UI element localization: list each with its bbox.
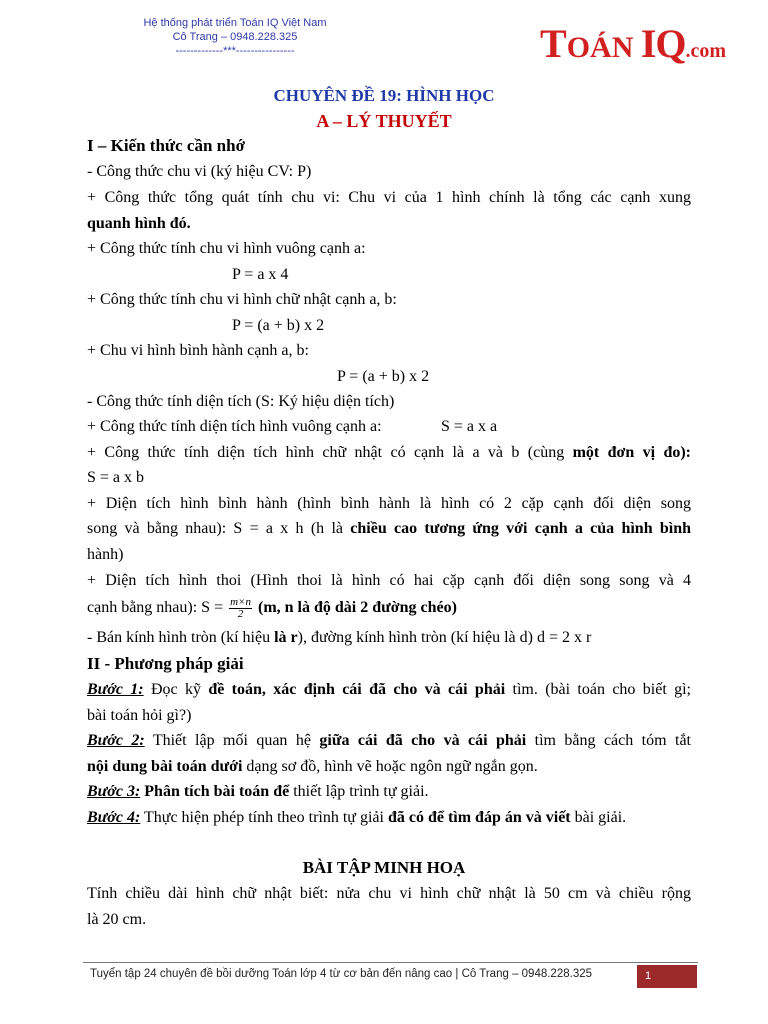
text-segment: - Bán kính hình tròn (kí hiệu [87, 629, 275, 646]
text-line [87, 443, 691, 463]
header-line-3: -------------***---------------- [175, 45, 295, 57]
text-line: + Công thức tính chu vi hình vuông cạnh a: [87, 240, 366, 257]
step-2-line [87, 731, 691, 751]
text-segment: Thực hiện phép tính theo trình tự giải [140, 809, 388, 826]
text-segment-bold: giữa cái đã cho và cái phải [319, 732, 527, 749]
text-segment-bold: (m, n là độ dài 2 đường chéo) [253, 599, 457, 617]
step-2-label: Bước 2: [87, 732, 145, 749]
text-line: là 20 cm. [87, 911, 147, 928]
text-line: hành) [87, 546, 124, 563]
formula: P = a x 4 [232, 266, 289, 283]
logo-part-2: OÁN [566, 31, 641, 64]
text-line: quanh hình đó. [87, 215, 191, 232]
step-4-label: Bước 4: [87, 809, 141, 826]
example-heading: BÀI TẬP MINH HOẠ [302, 858, 466, 877]
text-segment: dạng sơ đồ, hình vẽ hoặc ngôn ngữ ngắn gọn. [242, 758, 538, 775]
text-segment: tìm bằng cách tóm tắt [526, 732, 691, 749]
step-3-line [87, 782, 691, 802]
header-info [120, 16, 350, 58]
text-segment: Thiết lập mối quan hệ [144, 732, 320, 749]
formula: P = (a + b) x 2 [232, 317, 325, 334]
fraction-numerator: m×n [230, 596, 251, 608]
logo-part-4: .com [685, 40, 727, 62]
text-segment: Đọc kỹ [143, 681, 209, 698]
page-subtitle: A – LÝ THUYẾT [316, 111, 452, 131]
fraction-denominator: 2 [237, 608, 244, 620]
header-line-2: Cô Trang – 0948.228.325 [172, 31, 298, 43]
page-title: CHUYÊN ĐỀ 19: HÌNH HỌC [273, 86, 495, 105]
step-1-label: Bước 1: [87, 681, 144, 698]
text-line: + Diện tích hình bình hành (hình bình hành là hình có 2 cặp cạnh đối diện song [87, 495, 691, 512]
rhombus-formula-line [87, 597, 691, 620]
text-segment: song và bằng nhau): S = a x h (h là [87, 520, 351, 537]
logo-part-3: IQ [640, 21, 686, 66]
footer-divider [83, 962, 698, 963]
text-line: + Diện tích hình thoi (Hình thoi là hình có hai cặp cạnh đối diện song song và 4 [87, 572, 691, 589]
formula: S = a x a [441, 418, 498, 435]
text-segment: ), đường kính hình tròn (kí hiệu là d) d = 2 x r [297, 629, 592, 646]
text-line: + Chu vi hình bình hành cạnh a, b: [87, 342, 309, 359]
text-segment: + Công thức tính diện tích hình chữ nhật có cạnh là a và b (cùng [87, 444, 573, 461]
text-segment: bài giải. [570, 809, 627, 826]
header-line-1: Hệ thống phát triển Toán IQ Việt Nam [143, 17, 327, 29]
text-line [87, 628, 691, 648]
text-segment: cạnh bằng nhau): S = [87, 599, 228, 617]
text-line: - Công thức tính diện tích (S: Ký hiệu diện tích) [87, 393, 395, 410]
text-line: bài toán hỏi gì?) [87, 707, 192, 724]
section-1-heading: I – Kiến thức cần nhớ [87, 136, 245, 155]
text-segment-bold: đã có để tìm đáp án và viết [387, 809, 571, 826]
logo-part-1: T [540, 21, 567, 66]
text-line: - Công thức chu vi (ký hiệu CV: P) [87, 163, 312, 180]
text-segment-bold: đề toán, xác định cái đã cho và cái phải [208, 681, 506, 698]
text-line: + Công thức tổng quát tính chu vi: Chu vi của 1 hình chính là tổng các cạnh xung [87, 189, 691, 206]
toaniq-logo [540, 20, 726, 67]
step-1-line [87, 680, 691, 700]
text-line [87, 519, 691, 539]
text-segment-bold: Phân tích bài toán để [140, 783, 290, 800]
text-segment: + Công thức tính diện tích hình vuông cạnh a: [87, 418, 382, 435]
text-line: + Công thức tính chu vi hình chữ nhật cạnh a, b: [87, 291, 397, 308]
step-4-line [87, 808, 691, 828]
text-line [87, 757, 691, 777]
text-segment: tìm. (bài toán cho biết gì; [505, 681, 692, 698]
text-segment-bold: là r [274, 629, 298, 646]
formula: P = (a + b) x 2 [337, 368, 430, 385]
section-2-heading: II - Phương pháp giải [87, 654, 244, 673]
text-segment-bold: nội dung bài toán dưới [87, 758, 243, 775]
text-line: Tính chiều dài hình chữ nhật biết: nửa chu vi hình chữ nhật là 50 cm và chiều rộng [87, 885, 691, 902]
text-line [87, 417, 691, 437]
text-segment: thiết lập trình tự giải. [289, 783, 429, 800]
text-segment-bold: chiều cao tương ứng với cạnh a của hình bình [350, 520, 692, 537]
page-number-badge: 1 [637, 965, 697, 988]
fraction [229, 597, 252, 620]
text-segment-bold: một đơn vị đo): [572, 444, 692, 461]
step-3-label: Bước 3: [87, 783, 141, 800]
formula: S = a x b [87, 469, 145, 486]
footer-text: Tuyển tập 24 chuyên đề bồi dưỡng Toán lớp 4 từ cơ bản đến nâng cao | Cô Trang – 0948.228.325 [90, 968, 593, 980]
